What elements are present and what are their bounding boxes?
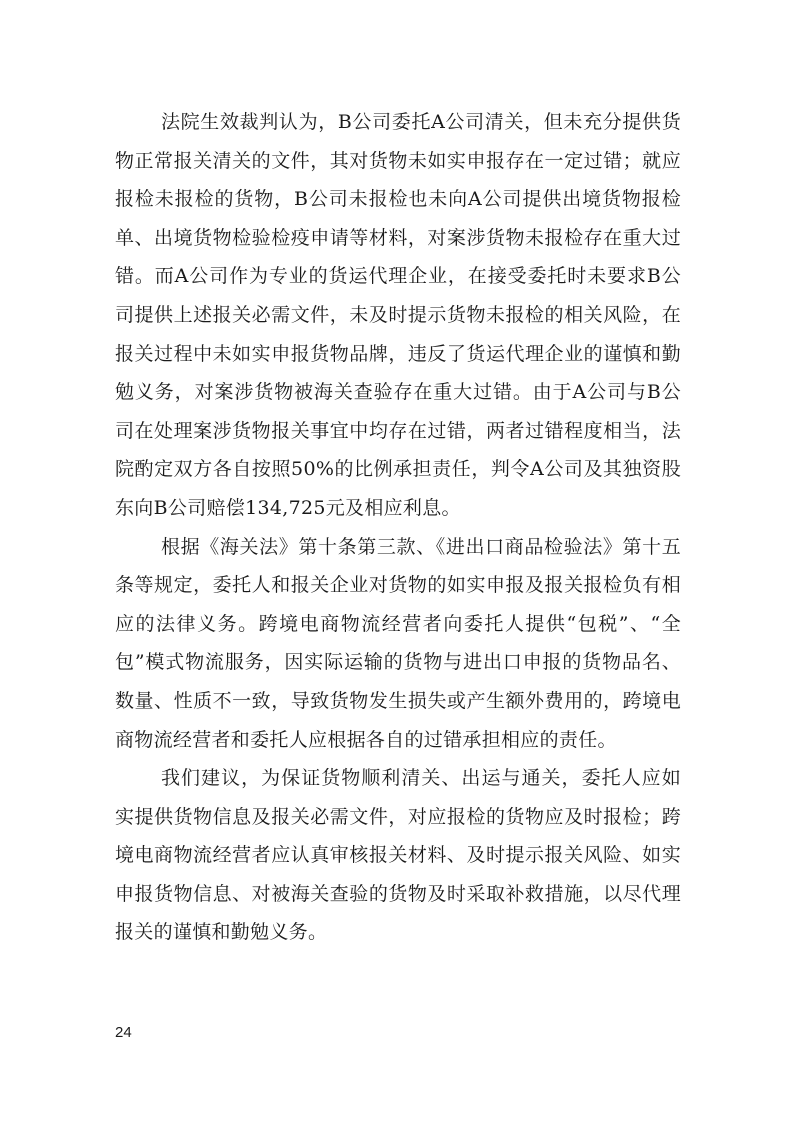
paragraph-recommendation: 我们建议，为保证货物顺利清关、出运与通关，委托人应如实提供货物信息及报关必需文件，对应报检的货物应及时报检；跨境电商物流经营者应认真审核报关材料、及时提示报关风险、如实申报货物信息、对被海关查验的货物及时采取补救措施，以尽代理报关的谨慎和勤勉义务。 [115, 767, 681, 944]
paragraph-court-ruling: 法院生效裁判认为，B公司委托A公司清关，但未充分提供货物正常报关清关的文件，其对货物未如实申报存在一定过错；就应报检未报检的货物，B公司未报检也未向A公司提供出境货物报检单、出境货物检验检疫申请等材料，对案涉货物未报检存在重大过错。而A公司作为专业的货运代理企业，在接受委托时未要求B公司提供上述报关必需文件，未及时提示货物未报检的相关风险，在报关过程中未如实申报货物品牌，违反了货运代理企业的谨慎和勤勉义务，对案涉货物被海关查验存在重大过错。由于A公司与B公司在处理案涉货物报关事宜中均存在过错，两者过错程度相当，法院酌定双方各自按照50%的比例承担责任，判令A公司及其独资股东向B公司赔偿134,725元及相应利息。 [115, 111, 681, 519]
paragraph-legal-basis: 根据《海关法》第十条第三款、《进出口商品检验法》第十五条等规定，委托人和报关企业对货物的如实申报及报关报检负有相应的法律义务。跨境电商物流经营者向委托人提供“包税”、“全包”模式物流服务，因实际运输的货物与进出口申报的货物品名、数量、性质不一致，导致货物发生损失或产生额外费用的，跨境电商物流经营者和委托人应根据各自的过错承担相应的责任。 [115, 535, 681, 751]
body-text [115, 103, 681, 952]
page-number: 24 [115, 1024, 132, 1041]
